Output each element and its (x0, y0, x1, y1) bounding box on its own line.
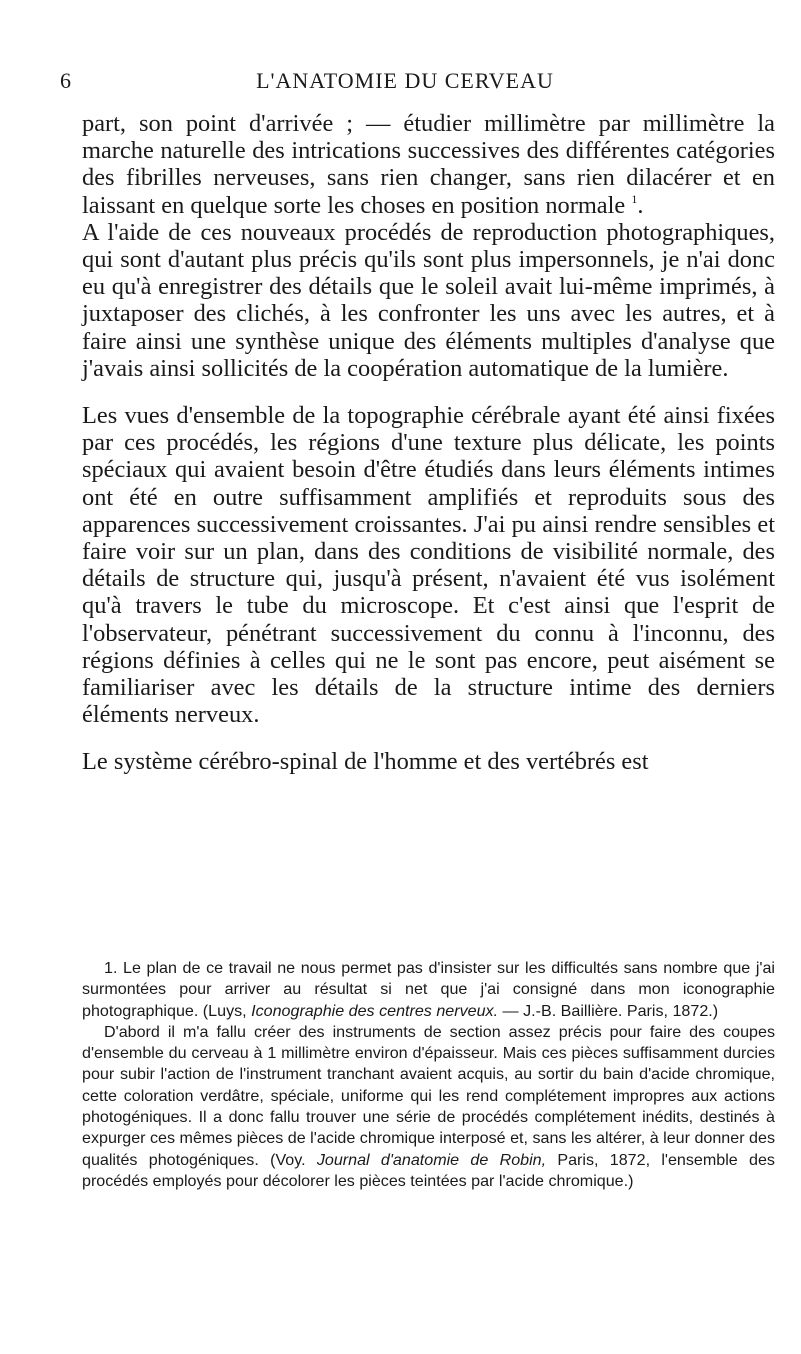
footnote-1-source: — J.-B. Baillière. Paris, 1872.) (502, 1001, 719, 1020)
paragraph-4: Le système cérébro-spinal de l'homme et des vertébrés est (82, 748, 649, 776)
footnote-2-title: Journal d'anatomie de Robin, (316, 1150, 547, 1169)
footnote-2-source: Paris, 1872, l'ensemble des procédés employés pour décolorer les pièces teintées par l'acide chromique.) (82, 1150, 775, 1190)
footnotes (82, 958, 775, 1192)
paragraph-2: A l'aide de ces nouveaux procédés de reproduction photographiques, qui sont d'autant plus précis qu'ils sont plus impersonnels, je n'ai donc eu qu'à enregistrer des détails que le soleil avait lui-même imprimés, à juxtaposer des clichés, à les confronter les uns avec les autres, et à faire ainsi une synthèse unique des éléments multiples d'analyse que j'avais ainsi sollicités de la coopération automatique de la lumière. (82, 218, 775, 382)
footnote-2-text: D'abord il m'a fallu créer des instruments de section assez précis pour faire des coupes d'ensemble du cerveau à 1 millimètre environ d'épaisseur. Mais ces pièces suffisamment durcies pour subir l'action de l'instrument tranchant avaient acquis, au sortir du bain d'acide chromique, cette coloration verdâtre, spéciale, uniforme qui les rend complétement impropres aux actions photogéniques. Il a donc fallu trouver une série de procédés complétement inédits, destinés à expurger ces mêmes pièces de l'acide chromique interposé et, sans les altérer, à leur donner des qualités photogéniques. (Voy. (82, 1022, 775, 1169)
paragraph-1-end: . (637, 191, 644, 219)
paragraph-3: Les vues d'ensemble de la topographie cérébrale ayant été ainsi fixées par ces procédés, les régions d'une texture plus délicate, les points spéciaux qui avaient besoin d'être étudiés dans leurs éléments intimes ont été en outre suffisamment amplifiés et reproduits sous des apparences successivement croissantes. J'ai pu ainsi rendre sensibles et faire voir sur un plan, dans des conditions de visibilité normale, des détails de structure qui, jusqu'à présent, n'avaient été vus isolément qu'à travers le tube du microscope. Et c'est ainsi que l'esprit de l'observateur, pénétrant successivement du connu à l'inconnu, des régions définies à celles qui ne le sont pas encore, peut aisément se familiariser avec les détails de la structure intime des derniers éléments nerveux. (82, 402, 775, 729)
footnote-1-title: Iconographie des centres nerveux. (251, 1001, 499, 1020)
footnote-1 (82, 958, 775, 1022)
body-text (82, 110, 775, 776)
paragraph-1 (82, 110, 775, 219)
footnote-marker: 1 (631, 191, 638, 206)
running-head (60, 68, 790, 92)
page-number: 6 (60, 68, 72, 93)
running-title: L'ANATOMIE DU CERVEAU (256, 68, 554, 93)
footnote-1-text: 1. Le plan de ce travail ne nous permet pas d'insister sur les difficultés sans nombre que j'ai surmontées pour arriver au résultat si net que j'ai consigné dans mon iconographie photographique. (Luys, (82, 959, 775, 1020)
footnote-2 (82, 1022, 775, 1192)
paragraph-1-text: part, son point d'arrivée ; — étudier millimètre par millimètre la marche naturelle des intrications successives des différentes catégories des fibrilles nerveuses, sans rien changer, sans rien dilacérer et en laissant en quelque sorte les choses en position normale (82, 110, 775, 219)
